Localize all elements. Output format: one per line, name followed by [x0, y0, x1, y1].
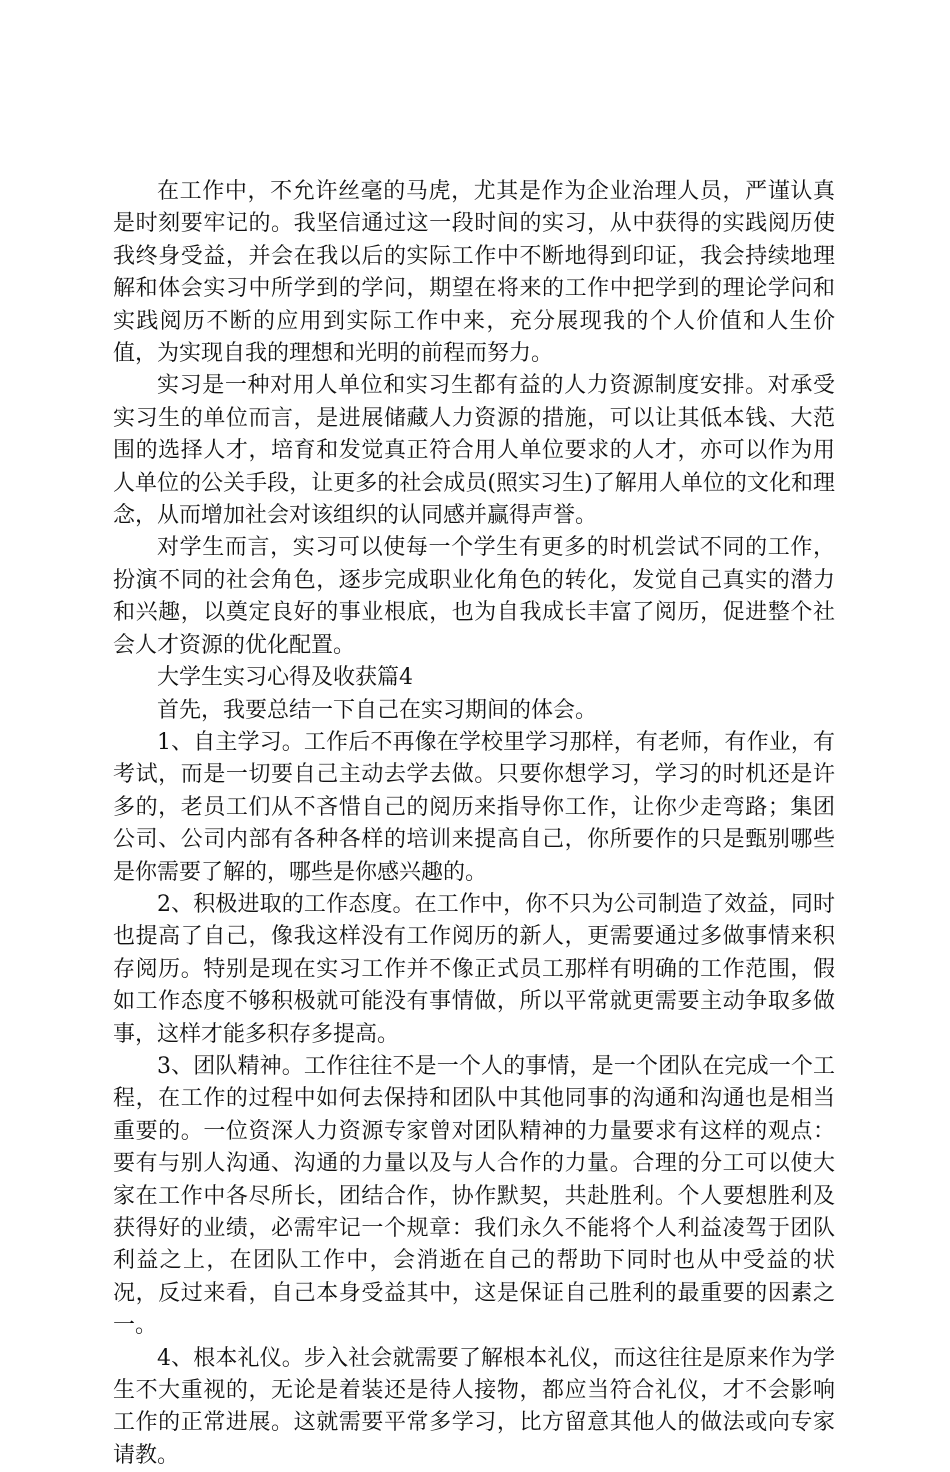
paragraph: 在工作中，不允许丝毫的马虎，尤其是作为企业治理人员，严谨认真是时刻要牢记的。我坚信通过这一段时间的实习，从中获得的实践阅历使我终身受益，并会在我以后的实际工作中不断地得到印证，我会持续地理解和体会实习中所学到的学问，期望在将来的工作中把学到的理论学问和实践阅历不断的应用到实际工作中来，充分展现我的个人价值和人生价值，为实现自我的理想和光明的前程而努力。	[113, 179, 835, 367]
paragraph: 首先，我要总结一下自己在实习期间的体会。	[157, 697, 598, 723]
paragraph: 3、团队精神。工作往往不是一个人的事情，是一个团队在完成一个工程，在工作的过程中如何去保持和团队中其他同事的沟通和沟通也是相当重要的。一位资深人力资源专家曾对团队精神的力量要求有这样的观点：要有与别人沟通、沟通的力量以及与人合作的力量。合理的分工可以使大家在工作中各尽所长，团结合作，协作默契，共赴胜利。个人要想胜利及获得好的业绩，必需牢记一个规章：我们永久不能将个人利益凌驾于团队利益之上，在团队工作中，会消逝在自己的帮助下同时也从中受益的状况，反过来看，自己本身受益其中，这是保证自己胜利的最重要的因素之一。	[113, 1053, 835, 1339]
document-body	[113, 176, 835, 1472]
paragraph: 2、积极进取的工作态度。在工作中，你不只为公司制造了效益，同时也提高了自己，像我这样没有工作阅历的新人，更需要通过多做事情来积存阅历。特别是现在实习工作并不像正式员工那样有明确的工作范围，假如工作态度不够积极就可能没有事情做，所以平常就更需要主动争取多做事，这样才能多积存多提高。	[113, 891, 835, 1047]
paragraph: 实习是一种对用人单位和实习生都有益的人力资源制度安排。对承受实习生的单位而言，是进展储藏人力资源的措施，可以让其低本钱、大范围的选择人才，培育和发觉真正符合用人单位要求的人才，亦可以作为用人单位的公关手段，让更多的社会成员(照实习生)了解用人单位的文化和理念，从而增加社会对该组织的认同感并赢得声誉。	[113, 373, 835, 529]
paragraph: 对学生而言，实习可以使每一个学生有更多的时机尝试不同的工作，扮演不同的社会角色，逐步完成职业化角色的转化，发觉自己真实的潜力和兴趣，以奠定良好的事业根底，也为自我成长丰富了阅历，促进整个社会人才资源的优化配置。	[113, 535, 835, 658]
paragraph: 4、根本礼仪。步入社会就需要了解根本礼仪，而这往往是原来作为学生不大重视的，无论是着装还是待人接物，都应当符合礼仪，才不会影响工作的正常进展。这就需要平常多学习，比方留意其他人的做法或向专家请教。	[113, 1345, 835, 1468]
paragraph: 1、自主学习。工作后不再像在学校里学习那样，有老师，有作业，有考试，而是一切要自己主动去学去做。只要你想学习，学习的时机还是许多的，老员工们从不吝惜自己的阅历来指导你工作，让你少走弯路；集团公司、公司内部有各种各样的培训来提高自己，你所要作的只是甄别哪些是你需要了解的，哪些是你感兴趣的。	[113, 729, 835, 885]
section-heading: 大学生实习心得及收获篇4	[157, 665, 413, 691]
